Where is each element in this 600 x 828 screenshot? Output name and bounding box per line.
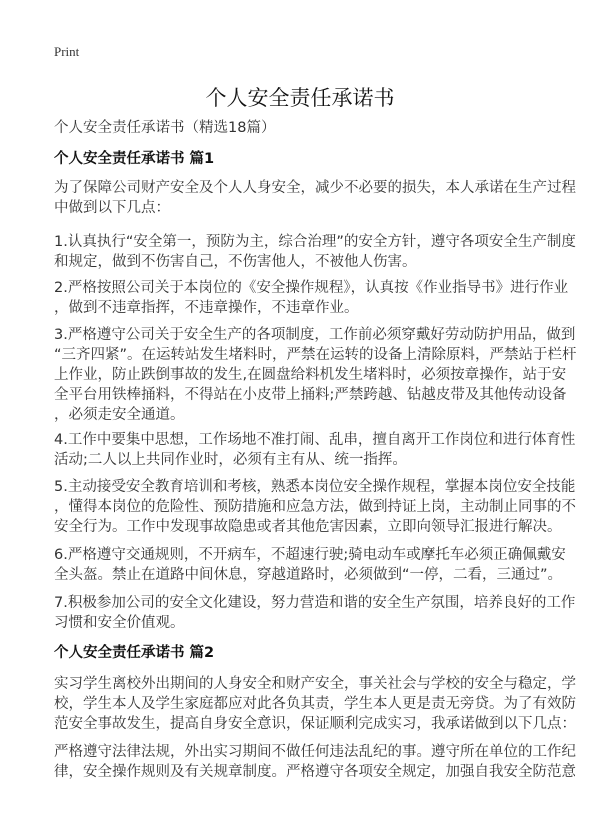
- paragraph-line: 全头盔。禁止在道路中间休息，穿越道路时，必须做到“一停，二看，三通过”。: [54, 567, 563, 583]
- paragraph-line: 2.严格按照公司关于本岗位的《安全操作规程》，认真按《作业指导书》进行作业: [54, 280, 569, 296]
- print-link[interactable]: Print: [54, 44, 80, 59]
- paragraph-line: “三齐四紧”。在运转站发生堵料时，严禁在运转的设备上清除原料，严禁站于栏杆: [54, 347, 577, 363]
- paragraph-line: 校，学生本人及学生家庭都应对此各负其责，学生本人更是责无旁贷。为了有效防: [54, 696, 576, 712]
- section-heading: 个人安全责任承诺书 篇1: [54, 151, 215, 167]
- section-heading: 个人安全责任承诺书 篇2: [54, 645, 215, 661]
- page-title: 个人安全责任承诺书: [205, 86, 395, 110]
- paragraph: [54, 593, 576, 633]
- paragraph-line: 范安全事故发生，提高自身安全意识，保证顺利完成实习，我承诺做到以下几点：: [54, 716, 576, 732]
- paragraph-line: 活动;二人以上共同作业时，必须有主有从、统一指挥。: [54, 452, 407, 468]
- paragraph-line: 5.主动接受安全教育培训和考核，熟悉本岗位安全操作规程，掌握本岗位安全技能: [54, 479, 576, 495]
- paragraph: [54, 674, 576, 734]
- paragraph-line: ，必须走安全通道。: [54, 407, 185, 423]
- paragraph: [54, 178, 576, 218]
- paragraph-line: 7.积极参加公司的安全文化建设，努力营造和谐的安全生产氛围，培养良好的工作: [54, 595, 576, 611]
- paragraph-line: 习惯和安全价值观。: [54, 615, 185, 631]
- paragraph-line: 3.严格遵守公司关于安全生产的各项制度，工作前必须穿戴好劳动防护用品，做到: [54, 327, 576, 343]
- paragraph-line: 严格遵守法律法规，外出实习期间不做任何违法乱纪的事。遵守所在单位的工作纪: [54, 744, 576, 760]
- paragraph-line: 实习学生离校外出期间的人身安全和财产安全，事关社会与学校的安全与稳定，学: [54, 676, 576, 692]
- subtitle: 个人安全责任承诺书（精选18篇）: [54, 120, 276, 136]
- paragraph-line: 和规定，做到不伤害自己，不伤害他人，不被他人伤害。: [54, 254, 417, 270]
- paragraph-line: 安全行为。工作中发现事故隐患或者其他危害因素，立即向领导汇报进行解决。: [54, 519, 562, 535]
- paragraph-line: 上作业，防止跌倒事故的发生,在圆盘给料机发生堵料时，必须按章操作，站于安: [54, 367, 567, 383]
- paragraph: [54, 430, 576, 470]
- paragraph-line: 1.认真执行“安全第一，预防为主，综合治理”的安全方针，遵守各项安全生产制度: [54, 234, 576, 250]
- paragraph-line: 中做到以下几点：: [54, 200, 170, 216]
- paragraph: [54, 232, 576, 272]
- paragraph-line: 为了保障公司财产安全及个人人身安全，减少不必要的损失，本人承诺在生产过程: [54, 180, 576, 196]
- paragraph-line: ，懂得本岗位的危险性、预防措施和应急方法，做到持证上岗，主动制止同事的不: [54, 499, 576, 515]
- paragraph-line: 4.工作中要集中思想，工作场地不准打闹、乱串，擅自离开工作岗位和进行体育性: [54, 432, 576, 448]
- paragraph-line: 律，安全操作规则及有关规章制度。严格遵守各项安全规定，加强自我安全防范意: [54, 764, 576, 780]
- paragraph-line: 全平台用铁棒捅料，不得站在小皮带上捅料;严禁跨越、钻越皮带及其他传动设备: [54, 387, 567, 403]
- paragraph: [54, 278, 569, 318]
- paragraph: [54, 742, 576, 782]
- paragraph: [54, 477, 576, 537]
- paragraph: [54, 325, 577, 425]
- paragraph-line: 6.严格遵守交通规则，不开病车，不超速行驶;骑电动车或摩托车必须正确佩戴安: [54, 547, 566, 563]
- paragraph-line: ，做到不违章指挥，不违章操作，不违章作业。: [54, 300, 359, 316]
- paragraph: [54, 545, 566, 585]
